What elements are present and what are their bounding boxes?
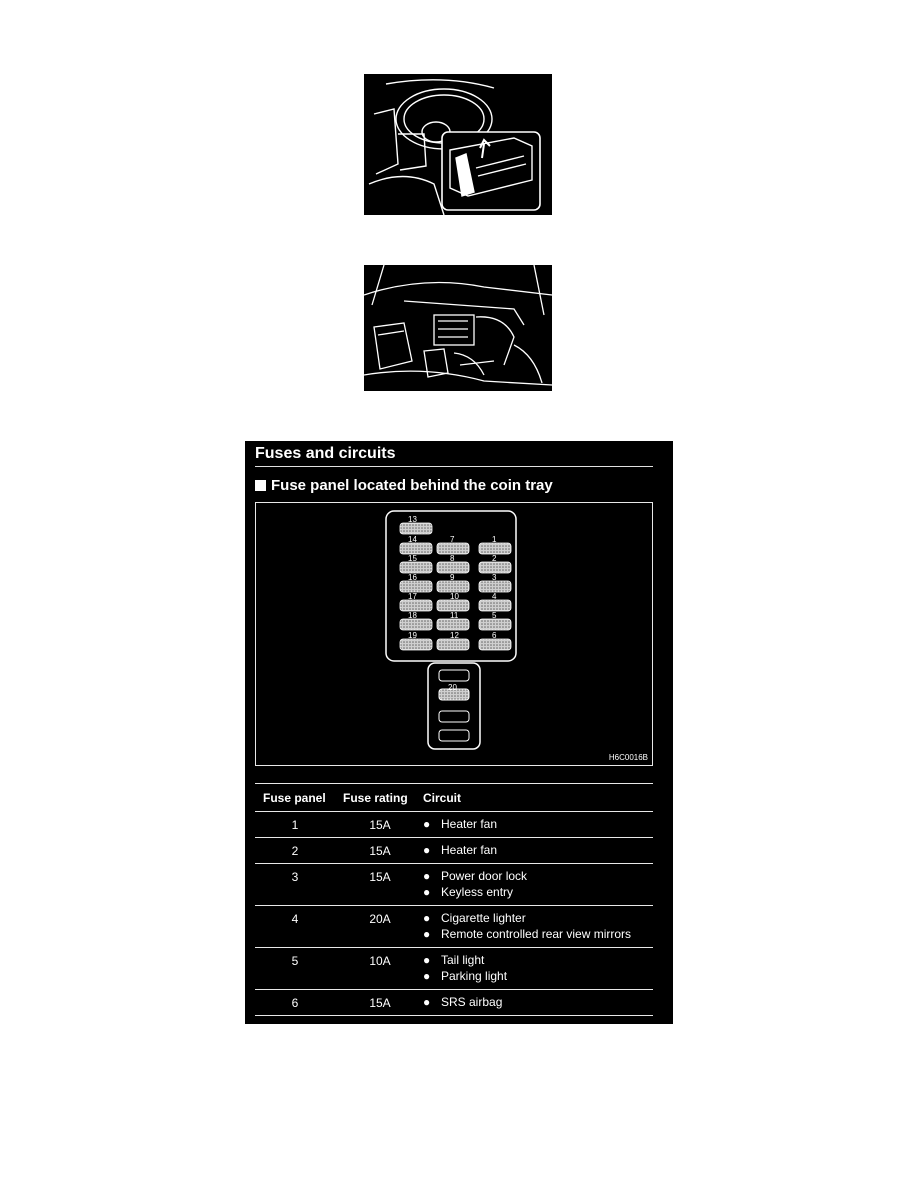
cell-fuse-panel: 3: [291, 870, 299, 884]
title-divider: [255, 466, 653, 467]
bullet-icon: ●: [423, 969, 431, 983]
table-row: [255, 906, 653, 947]
circuit-item: [423, 910, 653, 926]
bullet-icon: ●: [423, 953, 431, 967]
row-divider: [255, 1015, 653, 1016]
bullet-icon: ●: [423, 927, 431, 941]
sheet-title: Fuses and circuits: [255, 445, 396, 462]
circuit-text: Tail light: [441, 953, 485, 967]
fuse-panel-svg: [256, 503, 652, 765]
fuse-label-12: 12: [450, 631, 459, 640]
circuit-text: Power door lock: [441, 869, 528, 883]
fuse-slot-3: [479, 581, 511, 592]
circuit-item: [423, 968, 653, 984]
fuse-label-18: 18: [408, 611, 417, 620]
circuit-item: [423, 994, 653, 1010]
cell-fuse-panel: 1: [291, 818, 299, 832]
sheet-subtitle-text: Fuse panel located behind the coin tray: [271, 477, 553, 494]
fuse-slot-8: [437, 562, 469, 573]
cell-circuit: [423, 952, 653, 984]
fuse-label-15: 15: [408, 554, 417, 563]
spare-fuse-slot: [439, 711, 469, 722]
bullet-icon: ●: [423, 885, 431, 899]
fuse-label-14: 14: [408, 535, 417, 544]
cell-fuse-panel: 5: [291, 954, 299, 968]
cell-circuit: [423, 910, 653, 942]
table-row: [255, 812, 653, 837]
fuse-label-4: 4: [492, 592, 497, 601]
cell-fuse-panel: 4: [291, 912, 299, 926]
fuse-label-10: 10: [450, 592, 459, 601]
circuit-item: [423, 884, 653, 900]
fuse-label-17: 17: [408, 592, 417, 601]
table-row: [255, 864, 653, 905]
fuse-label-8: 8: [450, 554, 455, 563]
bullet-icon: ●: [423, 869, 431, 883]
header-fuse-panel: Fuse panel: [263, 791, 326, 805]
circuit-item: [423, 868, 653, 884]
table-row: [255, 990, 653, 1015]
fuse-slot-13: [400, 523, 432, 534]
fuse-slot-7: [437, 543, 469, 554]
fuse-information-sheet: [245, 441, 673, 1024]
cell-fuse-rating: 20A: [369, 912, 391, 926]
bullet-icon: ●: [423, 995, 431, 1009]
fuse-slot-18: [400, 619, 432, 630]
cell-fuse-panel: 2: [291, 844, 299, 858]
circuit-text: Parking light: [441, 969, 508, 983]
fuse-label-13: 13: [408, 515, 417, 524]
cell-circuit: [423, 842, 653, 858]
fuse-slot-14: [400, 543, 432, 554]
circuit-text: Remote controlled rear view mirrors: [441, 927, 632, 941]
fuse-label-6: 6: [492, 631, 497, 640]
cell-circuit: [423, 868, 653, 900]
bullet-icon: ●: [423, 817, 431, 831]
fuse-slot-17: [400, 600, 432, 611]
cell-fuse-rating: 15A: [369, 844, 391, 858]
cell-circuit: [423, 816, 653, 832]
fuse-slot-4: [479, 600, 511, 611]
fuse-panel-diagram: [255, 502, 653, 766]
fuse-slot-10: [437, 600, 469, 611]
cell-fuse-rating: 15A: [369, 870, 391, 884]
bullet-icon: ●: [423, 843, 431, 857]
cell-fuse-panel: 6: [291, 996, 299, 1010]
spare-fuse-slot: [439, 670, 469, 681]
fuse-slot-11: [437, 619, 469, 630]
header-circuit: Circuit: [423, 791, 462, 805]
circuit-item: [423, 816, 653, 832]
fuse-label-20: 20: [448, 683, 457, 692]
circuit-text: Keyless entry: [441, 885, 514, 899]
table-body: [255, 812, 653, 1016]
table-row: [255, 838, 653, 863]
fuse-slot-15: [400, 562, 432, 573]
circuit-text: SRS airbag: [441, 995, 503, 1009]
coin-tray-location-illustration: [364, 74, 552, 215]
header-fuse-rating: Fuse rating: [343, 791, 408, 805]
table-row: [255, 948, 653, 989]
fuse-label-9: 9: [450, 573, 455, 582]
table-header-row: [255, 784, 653, 811]
cell-fuse-rating: 10A: [369, 954, 391, 968]
cell-fuse-rating: 15A: [369, 996, 391, 1010]
fuse-label-16: 16: [408, 573, 417, 582]
fuse-slot-19: [400, 639, 432, 650]
spare-fuse-slot: [439, 730, 469, 741]
circuit-text: Heater fan: [441, 843, 498, 857]
fuse-label-1: 1: [492, 535, 497, 544]
circuit-item: [423, 952, 653, 968]
fuse-slot-1: [479, 543, 511, 554]
circuit-item: [423, 926, 653, 942]
cell-circuit: [423, 994, 653, 1010]
fuse-label-11: 11: [450, 611, 459, 620]
sheet-subtitle: [255, 477, 553, 494]
diagram-code: H6C0016B: [608, 753, 648, 762]
fuse-slot-9: [437, 581, 469, 592]
fuse-label-5: 5: [492, 611, 497, 620]
cell-fuse-rating: 15A: [369, 818, 391, 832]
fuse-slot-16: [400, 581, 432, 592]
fuse-slot-12: [437, 639, 469, 650]
engine-compartment-illustration: [364, 265, 552, 391]
fuse-table: [255, 783, 653, 1016]
circuit-text: Cigarette lighter: [441, 911, 526, 925]
fuse-label-3: 3: [492, 573, 497, 582]
circuit-text: Heater fan: [441, 817, 498, 831]
fuse-slot-2: [479, 562, 511, 573]
fuse-label-7: 7: [450, 535, 455, 544]
circuit-item: [423, 842, 653, 858]
bullet-icon: ●: [423, 911, 431, 925]
fuse-label-19: 19: [408, 631, 417, 640]
square-bullet-icon: [255, 480, 266, 491]
fuse-label-2: 2: [492, 554, 497, 563]
fuse-slot-6: [479, 639, 511, 650]
fuse-slot-5: [479, 619, 511, 630]
